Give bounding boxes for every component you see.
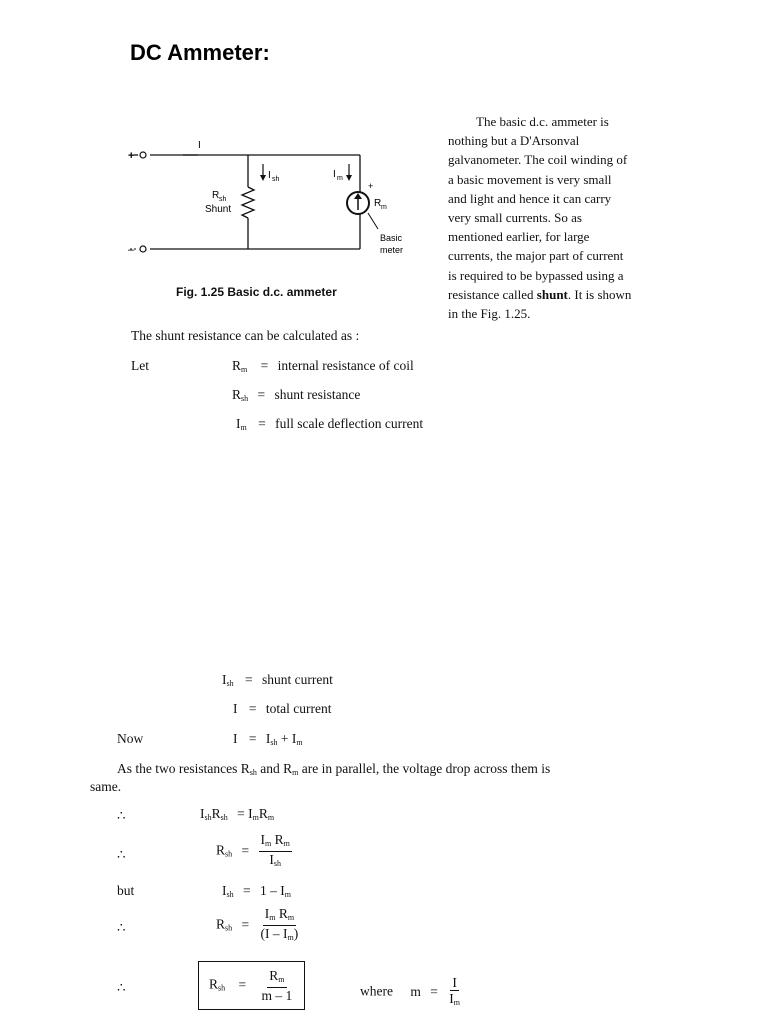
rm-label: R: [374, 198, 382, 209]
para-line: a basic movement is very small: [448, 171, 612, 187]
parallel-sentence: As the two resistances $R_{sh}$ and $R_m$ are in parallel, the voltage drop across them is: [117, 761, 551, 777]
plus-terminal-label: +: [128, 150, 135, 162]
page-title: DC Ammeter:: [130, 40, 270, 65]
where-clause: where m = $\frac{I}{I_m}$: [360, 975, 460, 1007]
equation-4: $R_{sh}$ = $\frac{I_m R_m}{(I - I_m)}$: [216, 906, 299, 942]
para-line: and light and hence it can carry: [448, 190, 612, 206]
para-line: currents, the major part of current: [448, 248, 624, 264]
figure-caption: Fig. 1.25 Basic d.c. ammeter: [176, 285, 337, 299]
total-current-label: I: [198, 140, 201, 151]
def-i: I = total current: [233, 701, 332, 716]
but-label: but: [117, 883, 135, 898]
ish-label: I: [268, 170, 271, 181]
def-rsh: $R_{sh}$ = shunt resistance: [232, 387, 361, 403]
para-line: mentioned earlier, for large: [448, 229, 590, 245]
final-result-box: $R_{sh}$ = $\frac{R_m}{m - 1}$: [198, 961, 305, 1010]
meter-plus-label: +: [368, 181, 374, 191]
para-line: very small currents. So as: [448, 210, 582, 226]
basic-label: Basic: [380, 233, 403, 243]
therefore-symbol: ∴: [117, 980, 126, 995]
para-line: is required to be bypassed using a: [448, 267, 624, 283]
ish-sub: sh: [272, 176, 280, 183]
def-rm: $R_m$ = internal resistance of coil: [232, 358, 414, 374]
now-label: Now: [117, 731, 144, 746]
equation-2: $R_{sh}$ = $\frac{I_m R_m}{I_{sh}}$: [216, 832, 290, 868]
therefore-symbol: ∴: [117, 847, 126, 862]
let-label: Let: [131, 358, 149, 373]
para-line: resistance called shunt. It is shown: [448, 286, 632, 302]
minus-terminal-label: –: [128, 244, 135, 256]
therefore-symbol: ∴: [117, 808, 126, 823]
rsh-sub: sh: [219, 196, 227, 203]
shunt-term: shunt: [536, 286, 568, 302]
equation-1: $I_{sh}R_{sh} = I_mR_m$: [200, 806, 275, 822]
equation-3: $I_{sh} = 1 - I_m$: [222, 883, 291, 899]
now-equation: $I = I_{sh} + I_m$: [233, 731, 303, 747]
para-line: galvanometer. The coil winding of: [448, 152, 628, 168]
shunt-label: Shunt: [205, 204, 232, 215]
para-line: in the Fig. 1.25.: [448, 306, 531, 322]
rm-sub: m: [381, 204, 387, 211]
def-im: $I_m$ = full scale deflection current: [236, 416, 424, 432]
im-label: I: [333, 169, 336, 180]
same-word: same.: [90, 779, 122, 794]
therefore-symbol: ∴: [117, 920, 126, 935]
para-line: nothing but a D'Arsonval: [448, 133, 580, 149]
im-sub: m: [337, 175, 343, 182]
meter-label: meter: [380, 245, 404, 255]
shunt-intro: The shunt resistance can be calculated as :: [131, 328, 360, 343]
def-ish: $I_{sh}$ = shunt current: [222, 672, 333, 688]
para-line: The basic d.c. ammeter is: [476, 114, 609, 129]
rsh-label: R: [212, 190, 220, 201]
intro-paragraph: [448, 112, 684, 323]
circuit-diagram: [128, 132, 428, 282]
